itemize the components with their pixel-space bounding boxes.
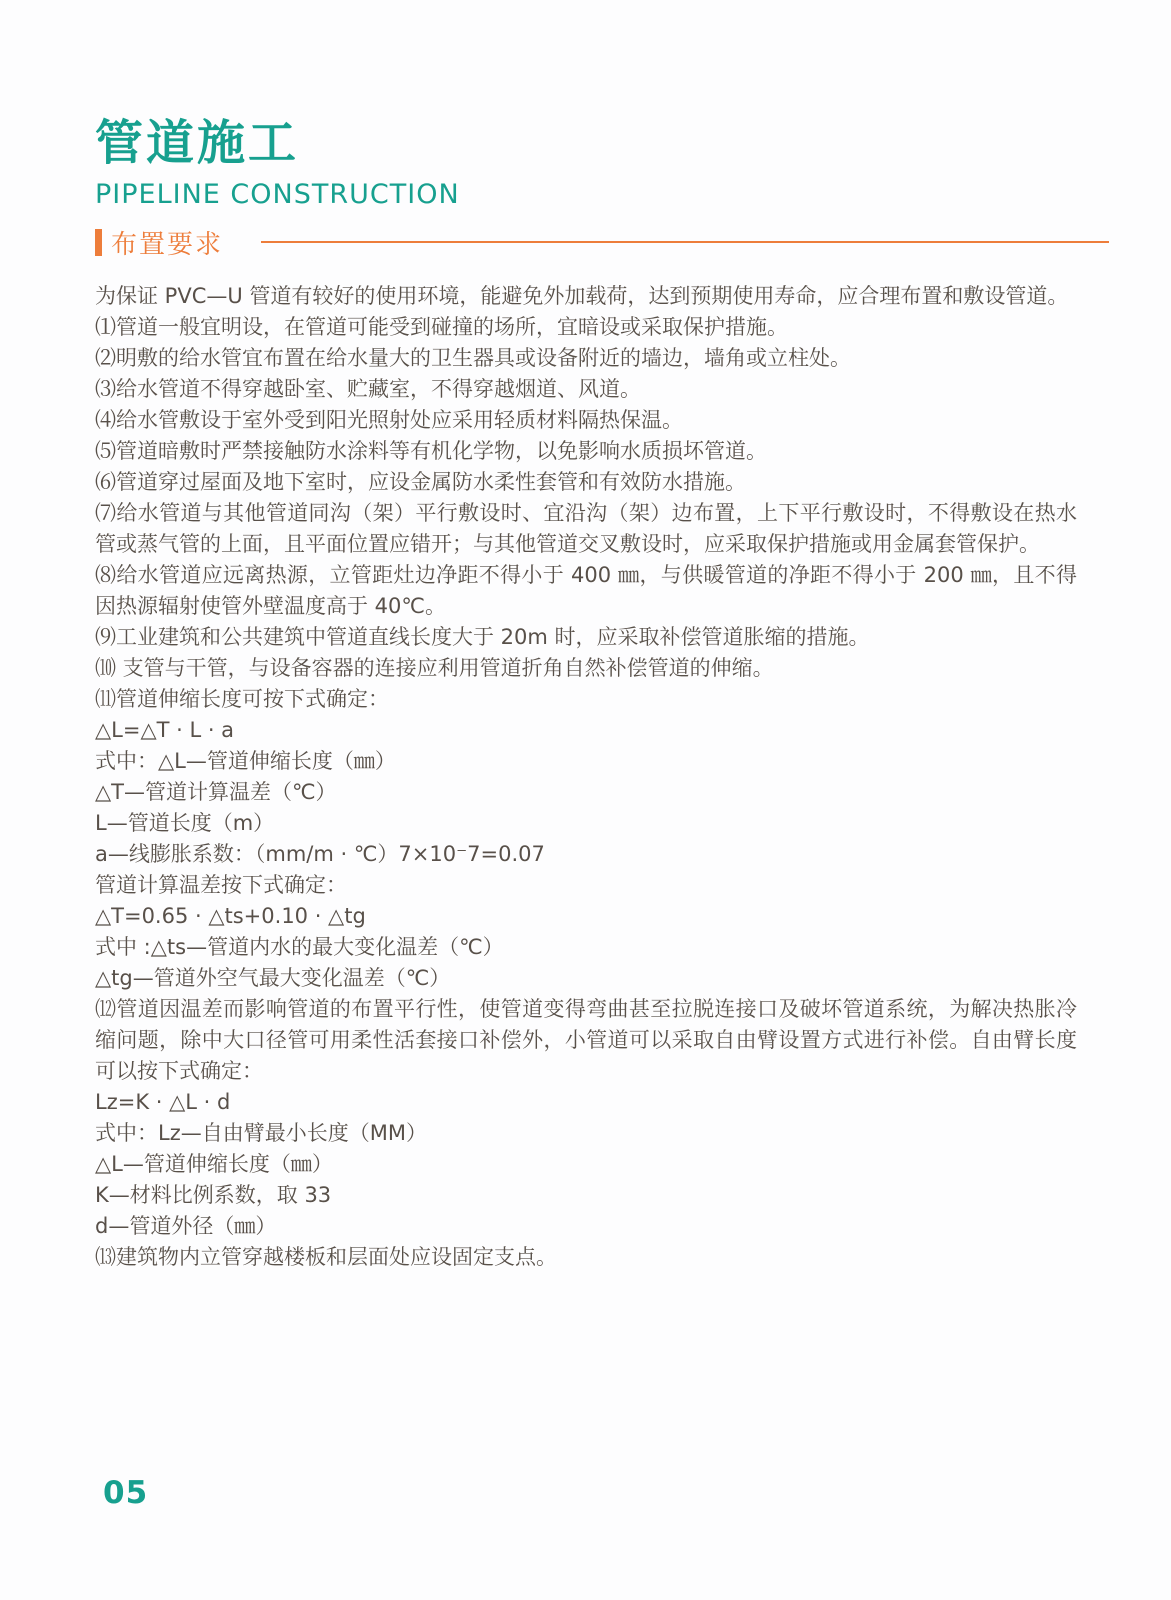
paragraph: △L—管道伸缩长度（㎜） [95, 1152, 333, 1176]
section-title: 布置要求 [111, 229, 224, 260]
paragraph: ⑶给水管道不得穿越卧室、贮藏室，不得穿越烟道、风道。 [95, 377, 641, 401]
paragraph: 式中：△L—管道伸缩长度（㎜） [95, 749, 396, 773]
paragraph: ⑴管道一般宜明设，在管道可能受到碰撞的场所，宜暗设或采取保护措施。 [95, 315, 788, 339]
paragraph: ⑹管道穿过屋面及地下室时，应设金属防水柔性套管和有效防水措施。 [95, 470, 746, 494]
paragraph: ⑸管道暗敷时严禁接触防水涂料等有机化学物，以免影响水质损坏管道。 [95, 439, 767, 463]
paragraph: △T=0.65 · △ts+0.10 · △tg [95, 904, 366, 928]
paragraph: ⑼工业建筑和公共建筑中管道直线长度大于 20m 时，应采取补偿管道胀缩的措施。 [95, 625, 870, 649]
paragraph: 为保证 PVC—U 管道有较好的使用环境，能避免外加载荷，达到预期使用寿命，应合理布置和敷设管道。 [95, 284, 1069, 308]
body-text [95, 281, 1077, 1273]
section-header [95, 227, 1109, 260]
paragraph: 式中 :△ts—管道内水的最大变化温差（℃） [95, 935, 504, 959]
paragraph: a—线膨胀系数：（mm/m · ℃）7×10⁻7=0.07 [95, 842, 545, 866]
page-title: 管道施工 [95, 115, 300, 171]
page-header [95, 115, 460, 210]
section-accent-bar [95, 229, 102, 256]
paragraph: ⑻给水管道应远离热源，立管距灶边净距不得小于 400 ㎜，与供暖管道的净距不得小于 200 ㎜，且不得因热源辐射使管外壁温度高于 40℃。 [95, 563, 1077, 618]
paragraph: ⑵明敷的给水管宜布置在给水量大的卫生器具或设备附近的墙边，墙角或立柱处。 [95, 346, 851, 370]
paragraph: 式中：Lz—自由臂最小长度（MM） [95, 1121, 427, 1145]
page-subtitle: PIPELINE CONSTRUCTION [95, 179, 460, 210]
paragraph: △tg—管道外空气最大变化温差（℃） [95, 966, 451, 990]
paragraph: ⒀建筑物内立管穿越楼板和层面处应设固定支点。 [95, 1245, 557, 1269]
paragraph: Lz=K · △L · d [95, 1090, 231, 1114]
page-number: 05 [103, 1475, 149, 1511]
paragraph: ⑺给水管道与其他管道同沟（架）平行敷设时、宜沿沟（架）边布置，上下平行敷设时，不得敷设在热水管或蒸气管的上面，且平面位置应错开；与其他管道交叉敷设时，应采取保护措施或用金属套管保护。 [95, 501, 1077, 556]
paragraph: K—材料比例系数，取 33 [95, 1183, 332, 1207]
section-divider-line [261, 241, 1109, 243]
paragraph: △L=△T · L · a [95, 718, 235, 742]
paragraph: ⑾管道伸缩长度可按下式确定： [95, 687, 389, 711]
paragraph: ⑽ 支管与干管，与设备容器的连接应利用管道折角自然补偿管道的伸缩。 [95, 656, 774, 680]
paragraph: ⑷给水管敷设于室外受到阳光照射处应采用轻质材料隔热保温。 [95, 408, 683, 432]
paragraph: L—管道长度（m） [95, 811, 275, 835]
paragraph: △T—管道计算温差（℃） [95, 780, 337, 804]
paragraph: 管道计算温差按下式确定： [95, 873, 347, 897]
paragraph: d—管道外径（㎜） [95, 1214, 277, 1238]
paragraph: ⑿管道因温差而影响管道的布置平行性，使管道变得弯曲甚至拉脱连接口及破坏管道系统，为解决热胀冷缩问题，除中大口径管可用柔性活套接口补偿外，小管道可以采取自由臂设置方式进行补偿。自由臂长度可以按下式确定： [95, 997, 1077, 1083]
